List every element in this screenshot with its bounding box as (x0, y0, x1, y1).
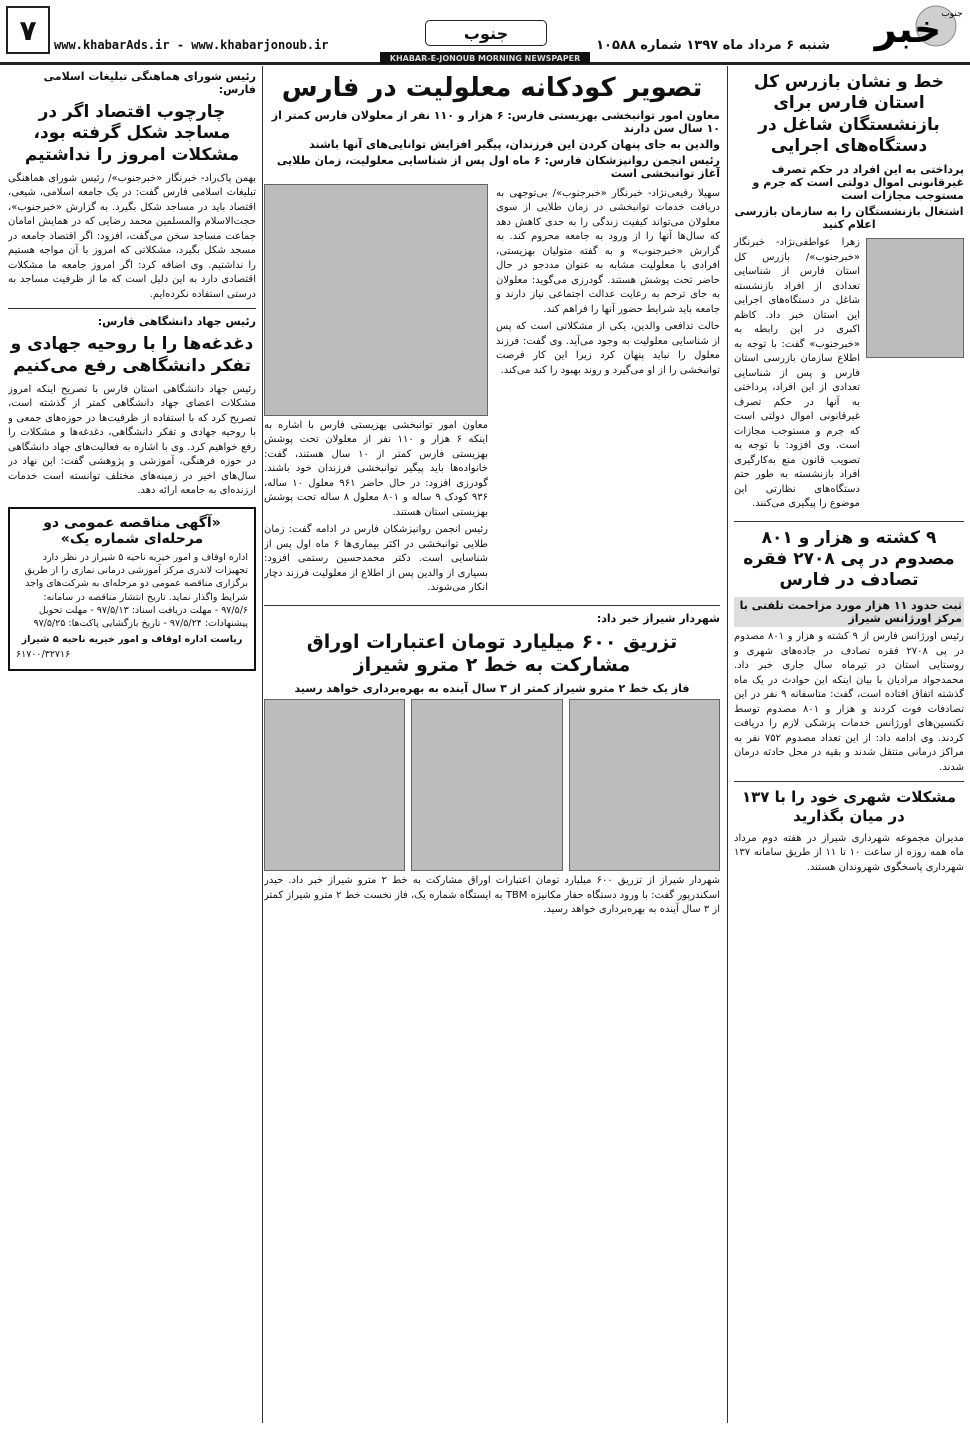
issue-date: شنبه ۶ مرداد ماه ۱۳۹۷ شماره ۱۰۵۸۸ (596, 38, 830, 53)
left-column (8, 66, 263, 1423)
disability-body-3: معاون امور توانبخشی بهزیستی فارس با اشاره به اینکه ۶ هزار و ۱۱۰ نفر از معلولان تحت پوشش بهزیستی فارس کمتر از ۱۰ سال هستند، گفت: خانواده‌ها باید پیگیر توانبخشی فرزندان خود باشند. گودرزی افزود: در حال حاضر ۹۶۱ معلول ۱۰ ساله، ۹۳۶ کودک ۹ ساله و ۸۰۱ معلول ۸ ساله تحت پوشش بهزیستی استان هستند. (264, 419, 489, 518)
tender-notice-body: اداره اوقاف و امور خیریه ناحیه ۵ شیراز در نظر دارد تجهیزات لاندری مرکز آموزشی درمانی نمازی را از طریق برگزاری مناقصه عمومی دو مرحله‌ای به شرکت‌های واجد شرایط واگذار نماید. تاریخ انتشار مناقصه در سامانه: ۹۷/۵/۶ - مهلت دریافت اسناد: ۹۷/۵/۱۳ - مهلت تحویل پیشنهادات: ۹۷/۵/۲۴ - تاریخ بازگشایی پاکت‌ها: ۹۷/۵/۲۵ (24, 551, 248, 630)
tender-notice-footer: ریاست اداره اوقاف و امور خیریه ناحیه ۵ شیراز (21, 633, 243, 645)
municipal-137-body: مدیران مجموعه شهرداری شیراز در هفته دوم مرداد ماه همه روزه از ساعت ۱۰ تا ۱۱ از طریق سامانه ۱۳۷ شهرداری پاسخگوی شهروندان هستند. (734, 832, 964, 873)
disability-body-2: حالت تدافعی والدین، یکی از مشکلاتی است که پس از شناسایی معلولیت به وجود می‌آید. وی گفت: فرزند معلول را نباید پنهان کرد زیرا این کار فرصت توانبخشی را از او می‌گیرد و روند بهبود را کند می‌کند. (496, 321, 720, 376)
mosque-kicker: رئیس شورای هماهنگی تبلیغات اسلامی فارس: (43, 70, 256, 96)
accidents-headline: ۹ کشته و هزار و ۸۰۱ مصدوم در پی ۲۷۰۸ فقره تصادف در فارس (743, 527, 955, 590)
tender-notice (8, 507, 256, 671)
newspaper-logo (844, 2, 964, 54)
mosque-headline: چارچوب اقتصاد اگر در مساجد شکل گرفته بود، مشکلات امروز را نداشتیم (24, 102, 240, 165)
jihad-headline: دغدغه‌ها را با روحیه جهادی و تفکر دانشگاهی رفع می‌کنیم (10, 334, 254, 376)
municipal-137-headline: مشکلات شهری خود را با ۱۳۷ در میان بگذارید (741, 788, 956, 825)
inspector-subhead-1: پرداختی به این افراد در حکم تصرف غیرقانونی اموال دولتی است که جرم و مستوجب مجازات است (752, 163, 964, 202)
right-column (727, 66, 964, 1423)
disability-body-1: سهیلا رفیعی‌نژاد- خبرنگار «خبرجنوب»/ بی‌توجهی به دریافت خدمات توانبخشی در زمان طلایی از سوی معلولان می‌تواند کیفیت زندگی را به حدی کاهش دهد که سال‌ها آنها را از ورود به جامعه محروم کند. به گزارش «خبرجنوب» و به گفته متولیان بهزیستی، افرادی با معلولیت مشابه به عنوان مددجو در حال حاضر تحت پوشش هستند. گودرزی می‌گوید: معلولان به جای ترحم به رعایت عدالت اجتماعی نیاز دارند و جامعه باید شرایط حضور آنها را فراهم کند. (496, 187, 720, 315)
divider (734, 521, 964, 522)
metro-subhead: فاز یک خط ۲ مترو شیراز کمتر از ۳ سال آینده به بهره‌برداری خواهد رسید (294, 682, 690, 695)
divider (8, 308, 256, 309)
divider (264, 605, 720, 606)
inspector-headline: خط و نشان بازرس کل استان فارس برای بازنشستگان شاغل در دستگاه‌های اجرایی (753, 72, 945, 156)
inspector-portrait-photo (866, 238, 964, 358)
disability-subhead-2: والدین به جای پنهان کردن این فرزندان، پیگیر افزایش توانایی‌های آنها باشند (309, 137, 720, 151)
mosque-body: بهمن پاک‌راد- خبرنگار «خبرجنوب»/ رئیس شورای هماهنگی تبلیغات اسلامی فارس گفت: در یک جامعه اسلامی، شیعی، اقتصاد باید در مساجد شکل بگیرد. به گزارش «خبرجنوب»، حجت‌الاسلام والمسلمین محمد رضایی که در همایش امامان جماعت مساجد سخن می‌گفت، افزود: اگر اقتصاد جامعه در مسجد شکل بگیرد، مشکلاتی که امروز با آن مواجه هستیم را نداشتیم. وی اضافه کرد: اگر امروز جامعه ما مشکلات اقتصادی دارد به این دلیل است که ما از ظرفیت مساجد به درستی استفاده نکرده‌ایم. (8, 172, 256, 300)
accidents-subhead: ثبت حدود ۱۱ هزار مورد مزاحمت تلفنی با مرکز اورژانس شیراز (734, 597, 964, 627)
masthead (0, 0, 970, 65)
middle-column (264, 66, 720, 1423)
mayor-portrait-photo (264, 699, 405, 871)
logo-small-label: جنوب (941, 9, 963, 19)
divider (734, 781, 964, 782)
inspector-body: زهرا عواطفی‌نژاد- خبرنگار «خبرجنوب»/ بازرس کل استان فارس از شناسایی تعدادی از افراد بازنشسته شاغل در دستگاه‌های اجرایی این استان خبر داد. کاظم اکبری در این رابطه به «خبرجنوب» گفت: با توجه به اطلاع سازمان بازرسی استان فارس و پس از شناسایی تعدادی از این افراد، پرداختی به آنها در حکم تصرف غیرقانونی اموال دولتی است که جرم و مستوجب مجازات است. وی افزود: با توجه به تصویب قانون منع به‌کارگیری افراد بازنشسته به طور حتم دستگاه‌های نظارتی این موضوع را پیگیری می‌کنند. (734, 237, 860, 509)
inspector-subhead-2: اشتغال بازنشستگان را به سازمان بازرسی اعلام کنید (734, 205, 964, 231)
page-number: ۷ (6, 6, 50, 54)
tunnel-boring-machine-photo (411, 699, 562, 871)
tunnel-group-photo (569, 699, 720, 871)
disability-subhead-3: رئیس انجمن روانپزشکان فارس: ۶ ماه اول پس از شناسایی معلولیت، زمان طلایی آغاز توانبخشی است (276, 153, 720, 180)
logo-wordmark: خبر (874, 7, 942, 51)
children-ward-photo (264, 184, 488, 416)
metro-body: شهردار شیراز از تزریق ۶۰۰ میلیارد تومان اعتبارات اوراق مشارکت به خط ۲ مترو شیراز خبر داد. حیدر اسکندرپور گفت: با ورود دستگاه حفار مکانیزه TBM به ایستگاه شماره یک، فاز نخست خط ۲ مترو شیراز کمتر از ۳ سال آینده به بهره‌برداری خواهد رسید. (264, 875, 720, 915)
website-urls: www.khabarAds.ir - www.khabarjonoub.ir (54, 38, 329, 52)
tender-notice-code: ۶۱۷۰۰/۳۲۷۱۶ (16, 648, 71, 660)
section-label: جنوب (425, 20, 547, 46)
english-band: KHABAR-E-JONOUB MORNING NEWSPAPER (380, 52, 590, 64)
accidents-body: رئیس اورژانس فارس از ۹ کشته و هزار و ۸۰۱ مصدوم در پی ۲۷۰۸ فقره تصادف در جاده‌های شهری و روستایی استان در تیرماه سال جاری خبر داد. محمدجواد مرادیان با بیان اینکه این حوادث در یک ماه گذشته اتفاق افتاده است، گفت: متاسفانه ۹ نفر در این تصادفات فوت کردند و هزار و ۸۰۱ مصدوم توسط تکنسین‌های اورژانس خدمات پزشکی لازم را دریافت کردند. وی ادامه داد: از این تعداد مصدوم ۷۵۲ نفر به مراکز درمانی منتقل شدند و بقیه در محل حادثه درمان شدند. (734, 631, 964, 773)
jihad-kicker: رئیس جهاد دانشگاهی فارس: (97, 315, 256, 329)
metro-headline: تزریق ۶۰۰ میلیارد تومان اعتبارات اوراق مشارکت به خط ۲ مترو شیراز (306, 630, 678, 677)
tender-notice-title: «آگهی مناقصه عمومی دو مرحله‌ای شماره یک» (43, 514, 221, 547)
disability-subhead-1: معاون امور توانبخشی بهزیستی فارس: ۶ هزار و ۱۱۰ نفر از معلولان فارس کمتر از ۱۰ سال سن دارند (271, 108, 720, 135)
metro-kicker: شهردار شیراز خبر داد: (596, 611, 720, 625)
disability-body-4: رئیس انجمن روانپزشکان فارس در ادامه گفت: زمان طلایی توانبخشی در اکثر بیماری‌ها ۶ ماه اول پس از شناسایی است. دکتر محمدحسین رستمی افزود: بسیاری از والدین پس از اطلاع از معلولیت فرزند دچار انکار می‌شوند. (264, 524, 489, 593)
jihad-body: رئیس جهاد دانشگاهی استان فارس با تصریح اینکه امروز مشکلات اعضای جهاد دانشگاهی کمتر از گذشته است، تصریح کرد که با استفاده از ظرفیت‌ها در حوزه‌های جمعی و با روحیه جهادی و تفکر دانشگاهی، دغدغه‌ها و مشکلات را رفع خواهیم کرد. وی با اشاره به فعالیت‌های جهاد دانشگاهی در حوزه فرهنگی، آموزشی و پژوهشی گفت: این نهاد در سال‌های اخیر در زمینه‌های مختلف توانسته است خدمات ارزنده‌ای به جامعه ارائه دهد. (8, 383, 256, 497)
disability-headline: تصویر کودکانه معلولیت در فارس (281, 73, 703, 103)
